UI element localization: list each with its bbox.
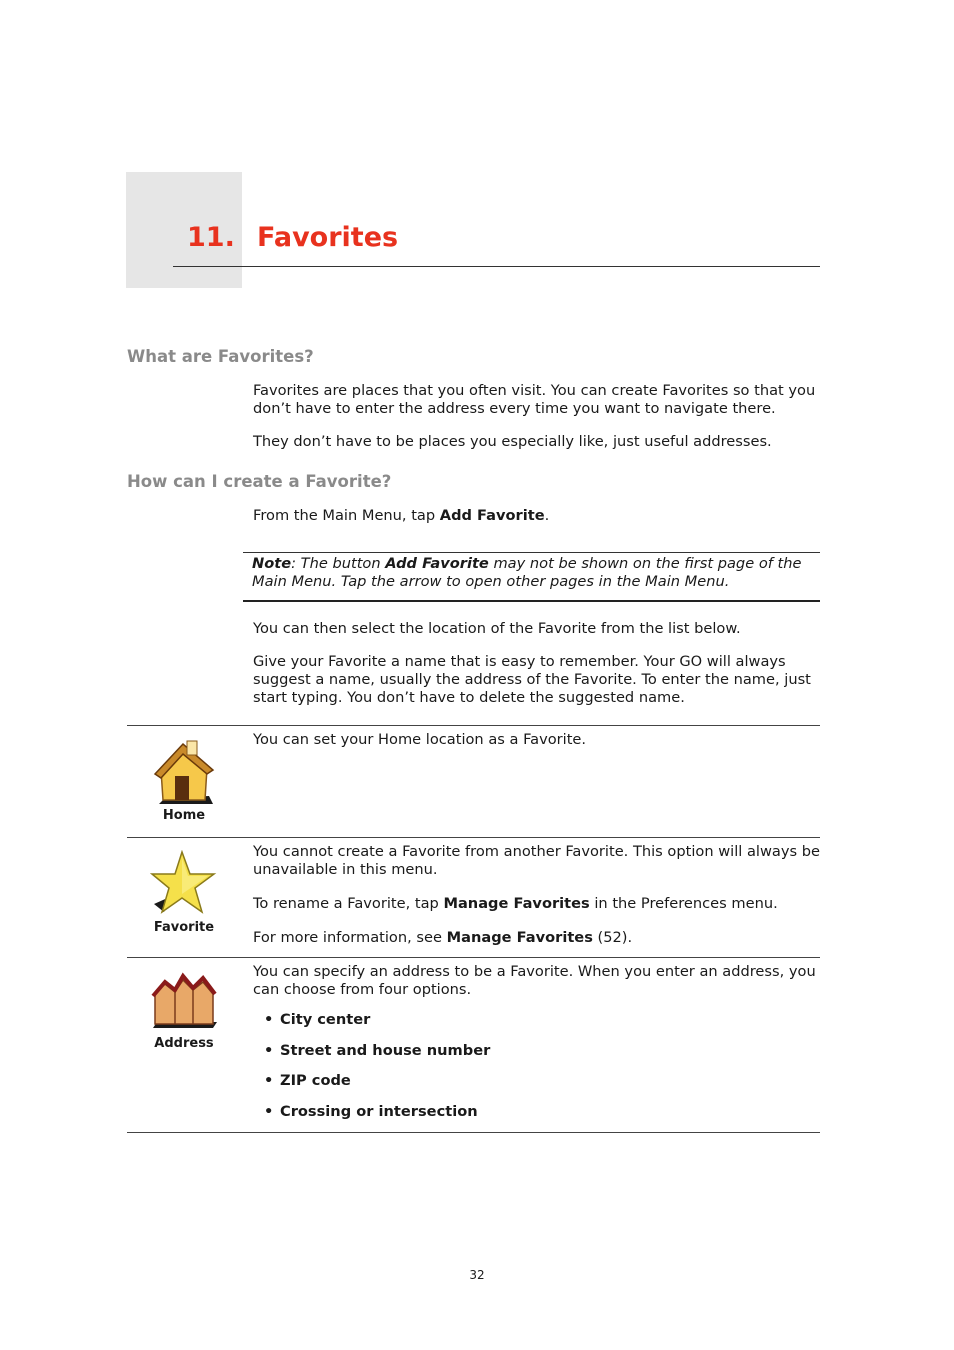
chapter-rule [173, 266, 820, 267]
favorite-text-1: You cannot create a Favorite from another Favorite. This option will always be unavailable in this menu. [253, 843, 820, 878]
home-description [253, 731, 820, 765]
add-favorite-term: Add Favorite [385, 555, 489, 572]
address-options-list [253, 1011, 820, 1121]
paragraph-give-name: Give your Favorite a name that is easy to remember. Your GO will always suggest a name, usually the address of the Favorite. To enter the name, just start typing. You don’t have to delete the suggested name. [253, 653, 811, 706]
house-icon [151, 738, 217, 806]
home-button[interactable] [127, 738, 241, 823]
paragraph-useful-addresses: They don’t have to be places you especially like, just useful addresses. [253, 433, 772, 450]
page-number: 32 [469, 1268, 485, 1282]
note-text [252, 555, 818, 591]
star-icon [150, 850, 218, 918]
favorite-button[interactable] [127, 850, 241, 935]
text-run: in the Preferences menu. [589, 895, 778, 912]
text-run: From the Main Menu, tap [253, 507, 440, 524]
list-item: • Crossing or intersection [253, 1103, 820, 1121]
paragraph-favorites-intro: Favorites are places that you often visit. You can create Favorites so that you don’t have to enter the address every time you want to navigate there. [253, 382, 816, 417]
manage-favorites-link[interactable]: Manage Favorites [446, 929, 593, 946]
text-run: (52). [592, 929, 633, 946]
option-row-home [127, 725, 820, 838]
section-heading-how: How can I create a Favorite? [127, 472, 392, 491]
address-description [253, 963, 820, 1133]
list-item: • ZIP code [253, 1072, 820, 1090]
address-text: You can specify an address to be a Favorite. When you enter an address, you can choose from four options. [253, 963, 816, 998]
address-label: Address [154, 1036, 214, 1051]
paragraph-from-main-menu [253, 507, 820, 525]
favorite-text-3 [253, 929, 820, 947]
text-run: . [544, 507, 550, 524]
option-row-favorite [127, 837, 820, 958]
favorite-text-2 [253, 895, 820, 913]
note-box [243, 552, 820, 602]
favorite-description [253, 843, 820, 963]
option-row-address [127, 957, 820, 1133]
text-run: To rename a Favorite, tap [253, 895, 444, 912]
text-run: : The button [291, 555, 386, 572]
manage-favorites-term: Manage Favorites [443, 895, 590, 912]
note-label: Note [252, 555, 292, 572]
chapter-number: 11. [187, 222, 235, 253]
home-text: You can set your Home location as a Favorite. [253, 731, 587, 748]
address-button[interactable] [127, 970, 241, 1051]
home-label: Home [162, 808, 206, 823]
favorite-label: Favorite [153, 920, 215, 935]
buildings-icon [149, 970, 219, 1034]
section-heading-what: What are Favorites? [127, 347, 314, 366]
chapter-title: Favorites [257, 222, 399, 253]
list-item: • Street and house number [253, 1042, 820, 1060]
paragraph-select-location: You can then select the location of the Favorite from the list below. [253, 620, 741, 637]
list-item: • City center [253, 1011, 820, 1029]
text-run: For more information, see [253, 929, 447, 946]
text-run: may not be shown on the first page of the Main Menu. Tap the arrow to open other pages in the Main Menu. [252, 555, 802, 590]
add-favorite-term: Add Favorite [439, 507, 545, 524]
